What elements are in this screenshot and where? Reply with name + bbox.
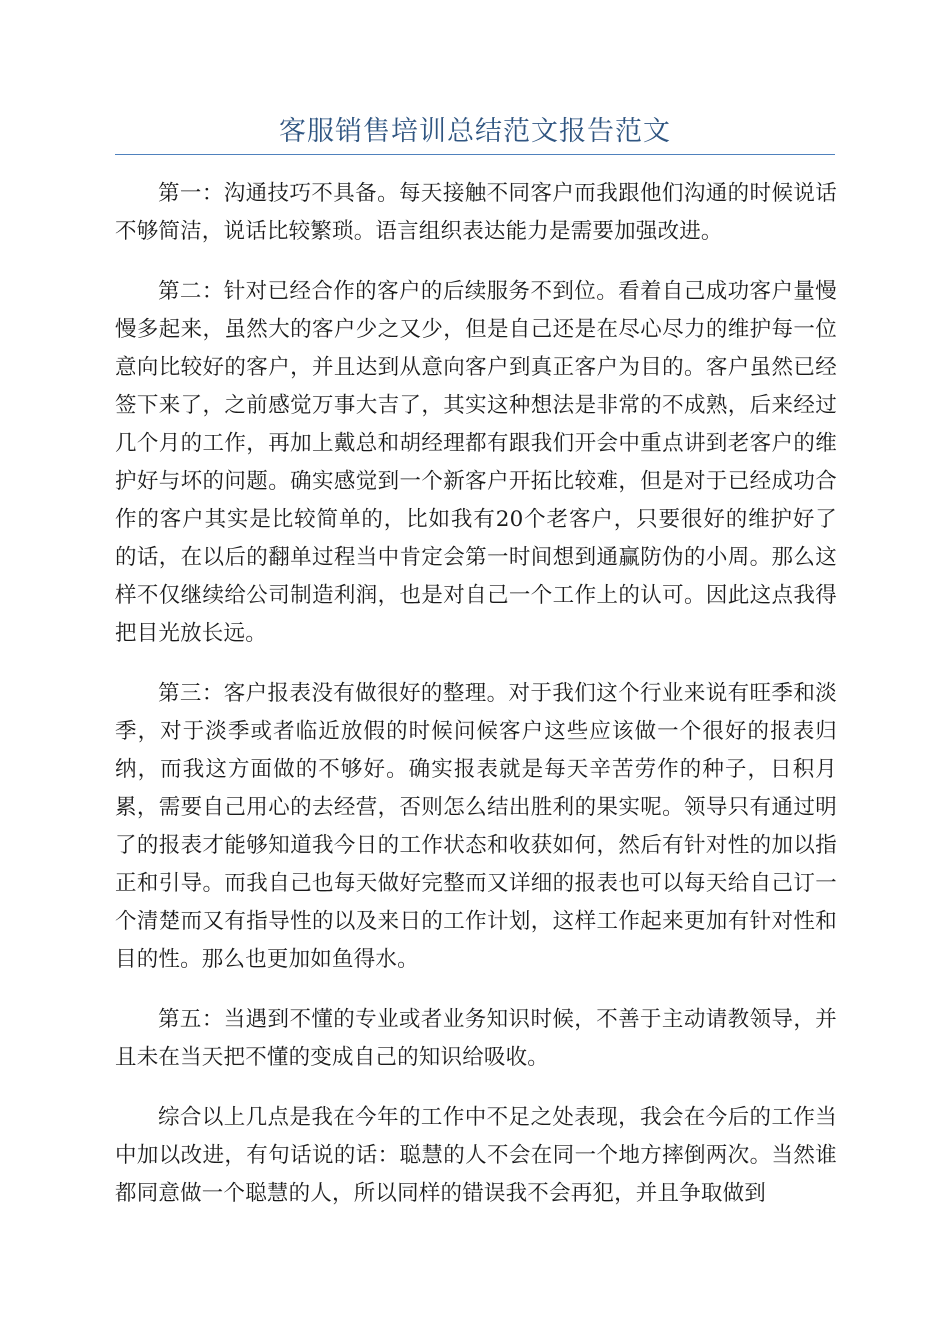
paragraph-point-one: 第一：沟通技巧不具备。每天接触不同客户而我跟他们沟通的时候说话不够简洁，说话比较繁琐。语言组织表达能力是需要加强改进。 [115,181,837,244]
paragraph-point-three: 第三：客户报表没有做很好的整理。对于我们这个行业来说有旺季和淡季，对于淡季或者临近放假的时候问候客户这些应该做一个很好的报表归纳，而我这方面做的不够好。确实报表就是每天辛苦劳作的种子，日积月累，需要自己用心的去经营，否则怎么结出胜利的果实呢。领导只有通过明了的报表才能够知道我今日的工作状态和收获如何，然后有针对性的加以指正和引导。而我自己也每天做好完整而又详细的报表也可以每天给自己订一个清楚而又有指导性的以及来日的工作计划，这样工作起来更加有针对性和目的性。那么也更加如鱼得水。 [115,681,837,972]
title-underline [115,154,835,155]
document-title: 客服销售培训总结范文报告范文 [279,116,671,147]
paragraph-point-two: 第二：针对已经合作的客户的后续服务不到位。看着自己成功客户量慢慢多起来，虽然大的客户少之又少，但是自己还是在尽心尽力的维护每一位意向比较好的客户，并且达到从意向客户到真正客户为目的。客户虽然已经签下来了，之前感觉万事大吉了，其实这种想法是非常的不成熟，后来经过几个月的工作，再加上戴总和胡经理都有跟我们开会中重点讲到老客户的维护好与坏的问题。确实感觉到一个新客户开拓比较难，但是对于已经成功合作的客户其实是比较简单的，比如我有20个老客户，只要很好的维护好了的话，在以后的翻单过程当中肯定会第一时间想到通赢防伪的小周。那么这样不仅继续给公司制造利润，也是对自己一个工作上的认可。因此这点我得把目光放长远。 [115,279,837,646]
paragraph-point-five: 第五：当遇到不懂的专业或者业务知识时候，不善于主动请教领导，并且未在当天把不懂的变成自己的知识给吸收。 [115,1007,837,1070]
document-body [115,175,837,1235]
paragraph-summary: 综合以上几点是我在今年的工作中不足之处表现，我会在今后的工作当中加以改进，有句话说的话：聪慧的人不会在同一个地方摔倒两次。当然谁都同意做一个聪慧的人，所以同样的错误我不会再犯，并且争取做到 [115,1105,837,1206]
